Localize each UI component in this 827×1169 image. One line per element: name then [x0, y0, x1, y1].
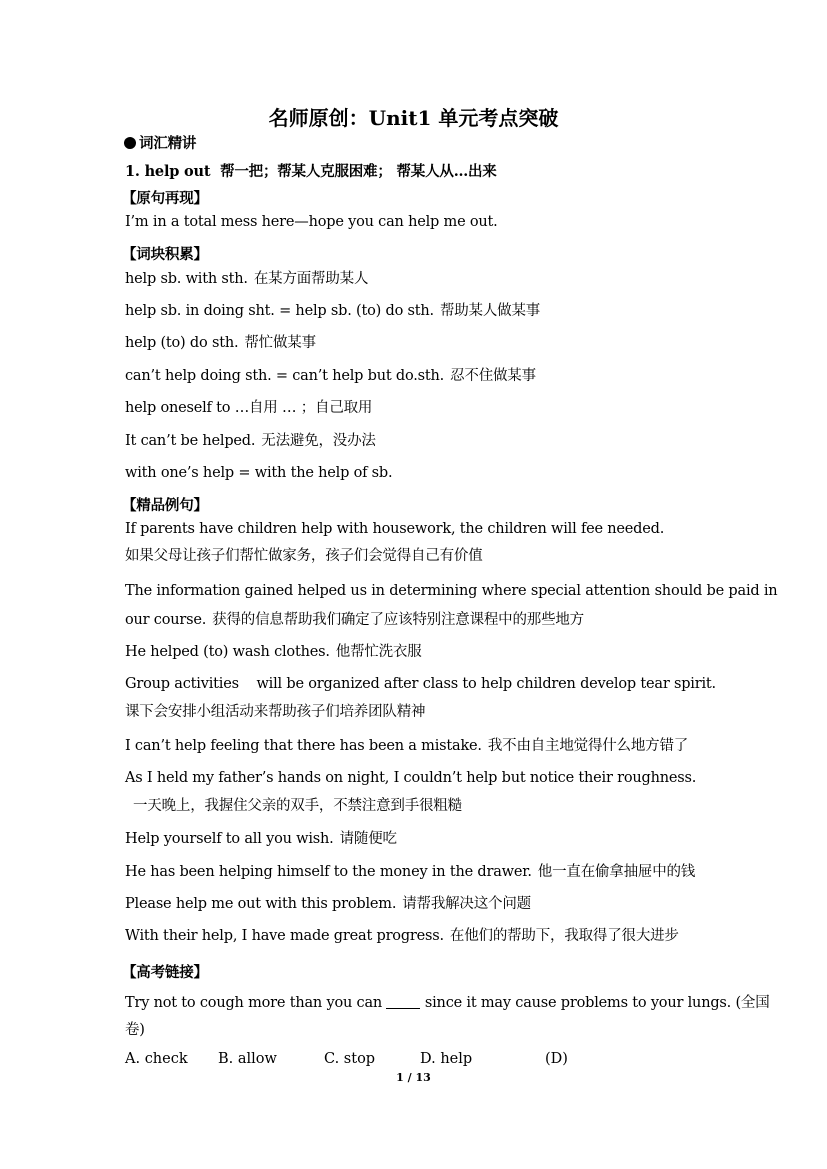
vocab-header	[124, 134, 196, 154]
original-sentence: I’m in a total mess here—hope you can help me out.	[125, 214, 498, 230]
example-7-cn: 请随便吃	[339, 831, 397, 847]
vocab-header-text: 词汇精讲	[139, 135, 197, 152]
example-8	[125, 862, 695, 882]
example-6-en: As I held my father’s hands on night, I couldn’t help but notice their roughness.	[125, 770, 697, 786]
example-8-en: He has been helping himself to the money in the drawer.	[125, 864, 532, 880]
example-3	[125, 642, 422, 662]
option-d: D. help	[420, 1051, 473, 1067]
phrase-en: with one’s help = with the help of sb.	[125, 465, 393, 481]
phrase-3	[125, 333, 316, 353]
phrase-en: help oneself to …自用 … ；自己取用	[125, 400, 373, 416]
phrase-en: help sb. with sth.	[125, 271, 248, 287]
example-8-cn: 他一直在偷拿抽屉中的钱	[537, 864, 696, 880]
phrase-en: help (to) do sth.	[125, 335, 239, 351]
phrase-en: help sb. in doing sht. = help sb. (to) do sth.	[125, 303, 434, 319]
example-10	[125, 926, 679, 946]
example-7	[125, 829, 397, 849]
item1-heading	[125, 162, 497, 182]
item1-meaning: 帮一把；帮某人克服困难； 帮某人从…出来	[220, 163, 497, 180]
exam-question-b: since it may cause problems to your lungs. (全国	[424, 995, 770, 1011]
phrase-en: It can’t be helped.	[125, 433, 256, 449]
example-1-cn: 如果父母让孩子们帮忙做家务，孩子们会觉得自己有价值	[125, 548, 483, 564]
phrase-5	[125, 398, 372, 418]
page-title: 名师原创：Unit1 单元考点突破	[268, 106, 559, 130]
example-2-cn: 获得的信息帮助我们确定了应该特别注意课程中的那些地方	[212, 612, 584, 628]
example-6-cn: 一天晚上，我握住父亲的双手，不禁注意到手很粗糙	[133, 798, 462, 814]
example-2-en-b: our course.	[125, 612, 207, 628]
phrase-en: can’t help doing sth. = can’t help but do.sth.	[125, 368, 445, 384]
section-exam: 【高考链接】	[122, 964, 208, 981]
example-5-en: I can’t help feeling that there has been a mistake.	[125, 738, 482, 754]
section-examples: 【精品例句】	[122, 497, 208, 514]
example-10-en: With their help, I have made great progress.	[125, 928, 444, 944]
bullet-icon	[124, 137, 136, 149]
phrase-cn: 帮助某人做某事	[439, 303, 541, 319]
example-10-cn: 在他们的帮助下，我取得了很大进步	[449, 928, 679, 944]
option-a: A. check	[125, 1051, 188, 1067]
example-9-en: Please help me out with this problem.	[125, 896, 397, 912]
section-original: 【原句再现】	[122, 190, 208, 207]
phrase-cn: 帮忙做某事	[244, 335, 316, 351]
phrase-6	[125, 431, 376, 451]
phrase-4	[125, 366, 536, 386]
example-7-en: Help yourself to all you wish.	[125, 831, 334, 847]
example-1-en: If parents have children help with housework, the children will fee needed.	[125, 521, 665, 537]
phrase-cn: 无法避免，没办法	[261, 433, 376, 449]
example-5-cn: 我不由自主地觉得什么地方错了	[487, 738, 689, 754]
example-4-cn: 课下会安排小组活动来帮助孩子们培养团队精神	[125, 704, 426, 720]
section-phrases: 【词块积累】	[122, 246, 208, 263]
phrase-7	[125, 463, 392, 483]
example-3-en: He helped (to) wash clothes.	[125, 644, 330, 660]
answer-blank	[386, 994, 420, 1009]
example-4-en: Group activities will be organized after class to help children develop tear spirit.	[125, 676, 716, 692]
example-9	[125, 894, 531, 914]
option-b: B. allow	[218, 1051, 277, 1067]
phrase-cn: 在某方面帮助某人	[253, 271, 369, 287]
phrase-2	[125, 301, 540, 321]
item1-term: 1. help out	[125, 163, 211, 180]
page-number: 1 / 13	[396, 1071, 431, 1084]
option-c: C. stop	[324, 1051, 376, 1067]
example-2-en-a: The information gained helped us in determining where special attention should be paid in	[125, 583, 778, 599]
exam-question-line	[125, 993, 770, 1013]
example-9-cn: 请帮我解决这个问题	[402, 896, 531, 912]
phrase-cn: 忍不住做某事	[450, 368, 536, 384]
example-2-line	[125, 610, 584, 630]
phrase-1	[125, 269, 368, 289]
exam-answer: (D)	[545, 1051, 568, 1067]
example-5	[125, 736, 688, 756]
example-3-cn: 他帮忙洗衣服	[335, 644, 422, 660]
exam-question-a: Try not to cough more than you can	[125, 995, 383, 1011]
exam-question-c: 卷)	[125, 1022, 145, 1038]
